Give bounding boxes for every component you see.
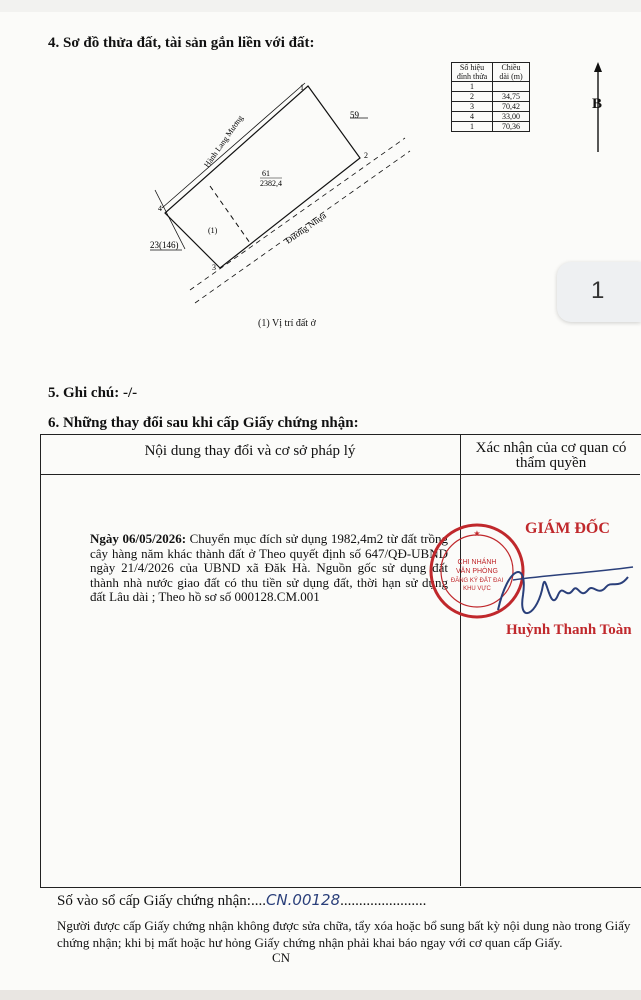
director-title: GIÁM ĐỐC [525, 520, 610, 537]
table-row [452, 112, 530, 122]
road-edge-1 [190, 138, 405, 290]
svg-text:KHU VỰC: KHU VỰC [463, 586, 491, 592]
vertex-cell: 3 [452, 102, 493, 112]
length-cell: 33,00 [493, 112, 530, 122]
north-letter: B [592, 96, 603, 112]
table-row [452, 82, 530, 92]
section-4-title: 4. Sơ đồ thửa đất, tài sản gắn liền với đất: [48, 35, 315, 51]
header-length: Chiều dài (m) [493, 63, 530, 82]
canal-label: Hành Lang Mương [202, 113, 245, 170]
length-cell: 34,75 [493, 92, 530, 102]
residential-marker: (1) [208, 226, 218, 235]
length-cell: 70,42 [493, 102, 530, 112]
plot-caption: (1) Vị trí đất ở [258, 318, 316, 329]
section-6-title: 6. Những thay đổi sau khi cấp Giấy chứng nhận: [48, 415, 359, 431]
length-cell [493, 82, 530, 92]
table-row [452, 122, 530, 132]
change-entry-date: Ngày 06/05/2026: [90, 531, 187, 546]
corner-label-3: 3 [212, 263, 216, 272]
vertex-cell: 2 [452, 92, 493, 102]
authority-column-header: Xác nhận của cơ quan có thẩm quyền [475, 440, 627, 471]
bottom-edge [0, 990, 641, 1000]
table-header-row [452, 63, 530, 82]
svg-text:CHI NHÁNH: CHI NHÁNH [457, 559, 497, 566]
boundary-length-table [451, 62, 530, 132]
cut-off-text: CN [272, 950, 291, 965]
signer-name: Huỳnh Thanh Toàn [506, 622, 632, 638]
table-row [452, 92, 530, 102]
registration-number: CN.00128 [265, 891, 341, 909]
content-column-header: Nội dung thay đổi và cơ sở pháp lý [144, 443, 356, 459]
footer-note: Người được cấp Giấy chứng nhận không được sửa chữa, tẩy xóa hoặc bổ sung bất kỳ nội dung nào trong Giấy chứng nhận; khi bị mất hoặc hư hỏng Giấy chứng nhận phải khai báo ngay với cơ quan cấp Giấy. [57, 918, 631, 950]
corner-label-4: 4 [158, 204, 162, 213]
corner-label-2: 2 [364, 151, 368, 160]
header-vertex: Số hiệu đỉnh thửa [452, 63, 493, 82]
registration-label: Số vào sổ cấp Giấy chứng nhận: [57, 893, 251, 909]
road-label: Đường Nhựa [283, 210, 328, 246]
length-cell: 70,36 [493, 122, 530, 132]
parcel-number: 61 [262, 169, 270, 178]
change-entry [90, 532, 448, 605]
svg-text:★: ★ [473, 529, 481, 538]
page-number: 1 [591, 277, 605, 304]
neighbor-parcel: 59 [350, 110, 359, 120]
svg-text:VĂN PHÒNG: VĂN PHÒNG [455, 568, 499, 575]
page-number-badge[interactable] [557, 262, 641, 322]
svg-text:ĐĂNG KÝ ĐẤT ĐAI: ĐĂNG KÝ ĐẤT ĐAI [450, 578, 504, 584]
adjacent-parcel: 23(146) [150, 240, 179, 250]
vertex-cell: 4 [452, 112, 493, 122]
header-divider [40, 474, 640, 475]
vertex-cell: 1 [452, 82, 493, 92]
section-5-title: 5. Ghi chú: -/- [48, 385, 138, 401]
north-arrow-icon [588, 62, 608, 154]
registration-line: Số vào sổ cấp Giấy chứng nhận:....CN.00128....................... [57, 891, 427, 909]
corner-label-1: 1 [300, 83, 304, 92]
vertex-cell: 1 [452, 122, 493, 132]
parcel-area: 2382,4 [260, 179, 282, 188]
table-row [452, 102, 530, 112]
change-entry-text: Chuyển mục đích sử dụng 1982,4m2 từ đất trồng cây hàng năm khác thành đất ở Theo quyết định số 647/QĐ-UBND ngày 21/4/2026 của UBND xã Đăk Hà. Nguồn gốc sử dụng đất thành nhà nước giao đất có thu tiền sử dụng đất, thời hạn sử dụng đất Lâu dài ; Theo hồ sơ số 000128.CM.001 [90, 531, 448, 604]
parcel-diagram [150, 78, 450, 343]
changes-table [40, 434, 641, 888]
column-divider [460, 434, 461, 886]
signature [488, 555, 638, 630]
